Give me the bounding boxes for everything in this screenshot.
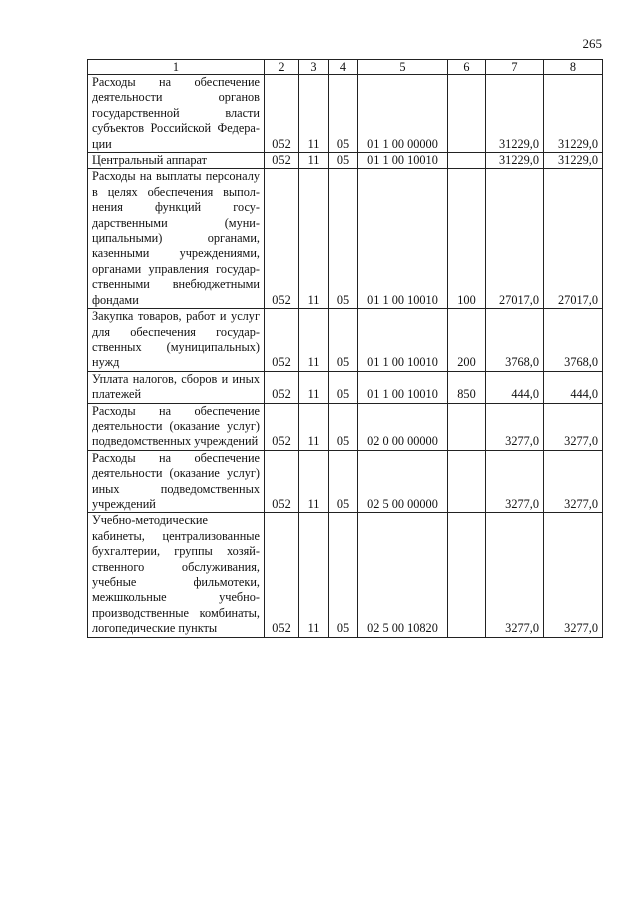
table-row <box>88 153 603 169</box>
cell-col-8: 444,0 <box>544 371 603 403</box>
cell-col-6: 200 <box>448 309 486 372</box>
row-description: Расходы на обеспечение деятельности (оказание услуг) иных подведомственных учреждений <box>88 450 265 513</box>
cell-col-8: 3277,0 <box>544 450 603 513</box>
cell-col-2: 052 <box>265 371 299 403</box>
cell-col-2: 052 <box>265 75 299 153</box>
table-row <box>88 169 603 309</box>
cell-col-3: 11 <box>299 153 329 169</box>
header-col-6: 6 <box>448 60 486 75</box>
row-description: Учебно-методические кабинеты, централизованные бухгалтерии, группы хозяйственного обслуживания, учебные фильмотеки, межшкольные учебно-производственные комбинаты, логопедические пункты <box>88 513 265 637</box>
cell-col-4: 05 <box>329 169 358 309</box>
header-col-3: 3 <box>299 60 329 75</box>
cell-col-5: 01 1 00 00000 <box>358 75 448 153</box>
cell-col-6: 100 <box>448 169 486 309</box>
cell-col-5: 02 5 00 00000 <box>358 450 448 513</box>
cell-col-5: 01 1 00 10010 <box>358 309 448 372</box>
cell-col-4: 05 <box>329 513 358 637</box>
cell-col-8: 3768,0 <box>544 309 603 372</box>
table-row <box>88 513 603 637</box>
cell-col-6 <box>448 75 486 153</box>
row-description: Расходы на обеспечение деятельности (оказание услуг) подведомственных учреждений <box>88 403 265 450</box>
row-description: Расходы на обеспечение деятельности органов государственной власти субъектов Российской Федерации <box>88 75 265 153</box>
page-number: 265 <box>582 36 602 51</box>
cell-col-7: 27017,0 <box>486 169 544 309</box>
cell-col-6 <box>448 450 486 513</box>
row-description: Уплата налогов, сборов и иных платежей <box>88 371 265 403</box>
cell-col-2: 052 <box>265 450 299 513</box>
cell-col-3: 11 <box>299 75 329 153</box>
table-row <box>88 371 603 403</box>
cell-col-3: 11 <box>299 403 329 450</box>
header-col-8: 8 <box>544 60 603 75</box>
cell-col-3: 11 <box>299 309 329 372</box>
cell-col-4: 05 <box>329 153 358 169</box>
cell-col-8: 3277,0 <box>544 513 603 637</box>
cell-col-6 <box>448 153 486 169</box>
header-col-7: 7 <box>486 60 544 75</box>
cell-col-7: 31229,0 <box>486 75 544 153</box>
cell-col-7: 3768,0 <box>486 309 544 372</box>
row-description: Закупка товаров, работ и услуг для обеспечения государственных (муниципальных) нужд <box>88 309 265 372</box>
table-row <box>88 309 603 372</box>
cell-col-5: 01 1 00 10010 <box>358 169 448 309</box>
header-col-2: 2 <box>265 60 299 75</box>
header-col-1: 1 <box>88 60 265 75</box>
cell-col-5: 01 1 00 10010 <box>358 153 448 169</box>
cell-col-6: 850 <box>448 371 486 403</box>
row-description: Центральный аппарат <box>88 153 265 169</box>
header-col-4: 4 <box>329 60 358 75</box>
table-row <box>88 75 603 153</box>
cell-col-5: 02 0 00 00000 <box>358 403 448 450</box>
cell-col-4: 05 <box>329 450 358 513</box>
cell-col-6 <box>448 403 486 450</box>
cell-col-6 <box>448 513 486 637</box>
cell-col-4: 05 <box>329 403 358 450</box>
row-description: Расходы на выплаты персоналу в целях обеспечения выполнения функций государственными (муниципальными) органами, казенными учреждениями, органами управления государственными внебюджетными фондами <box>88 169 265 309</box>
budget-table <box>87 59 603 638</box>
cell-col-3: 11 <box>299 450 329 513</box>
cell-col-3: 11 <box>299 513 329 637</box>
cell-col-7: 31229,0 <box>486 153 544 169</box>
header-col-5: 5 <box>358 60 448 75</box>
cell-col-3: 11 <box>299 169 329 309</box>
cell-col-5: 01 1 00 10010 <box>358 371 448 403</box>
cell-col-7: 3277,0 <box>486 450 544 513</box>
cell-col-8: 27017,0 <box>544 169 603 309</box>
cell-col-4: 05 <box>329 309 358 372</box>
cell-col-2: 052 <box>265 153 299 169</box>
table-row <box>88 450 603 513</box>
cell-col-2: 052 <box>265 169 299 309</box>
cell-col-7: 3277,0 <box>486 513 544 637</box>
cell-col-7: 444,0 <box>486 371 544 403</box>
cell-col-4: 05 <box>329 75 358 153</box>
cell-col-8: 31229,0 <box>544 153 603 169</box>
cell-col-8: 3277,0 <box>544 403 603 450</box>
cell-col-8: 31229,0 <box>544 75 603 153</box>
cell-col-2: 052 <box>265 309 299 372</box>
cell-col-2: 052 <box>265 403 299 450</box>
cell-col-2: 052 <box>265 513 299 637</box>
table-row <box>88 403 603 450</box>
header-row <box>88 60 603 75</box>
cell-col-4: 05 <box>329 371 358 403</box>
cell-col-5: 02 5 00 10820 <box>358 513 448 637</box>
cell-col-3: 11 <box>299 371 329 403</box>
cell-col-7: 3277,0 <box>486 403 544 450</box>
